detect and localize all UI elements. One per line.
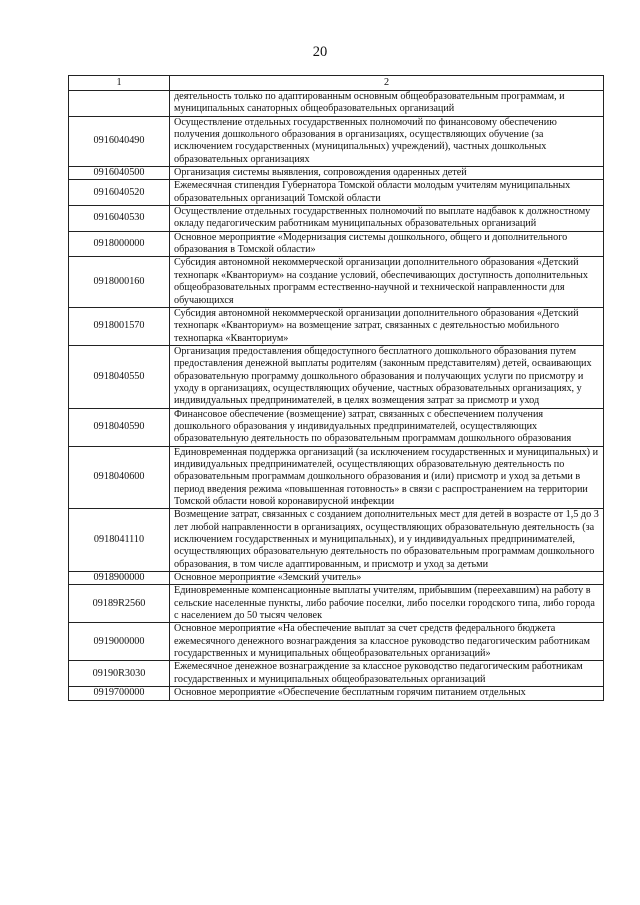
- table-row: [69, 180, 604, 206]
- table-row: [69, 572, 604, 585]
- row-description: Осуществление отдельных государственных полномочий по выплате надбавок к должностному окладу педагогическим работникам муниципальных образовательных организаций: [170, 206, 604, 232]
- row-code: 09190R3030: [69, 661, 170, 687]
- row-description: Осуществление отдельных государственных полномочий по финансовому обеспечению получения дошкольного образования в организациях, осуществляющих обучение (за исключением государственных (муниципальных) учреждений), частных дошкольных образовательных организациях: [170, 116, 604, 166]
- row-description: Ежемесячное денежное вознаграждение за классное руководство педагогическим работникам государственных и муниципальных общеобразовательных организаций: [170, 661, 604, 687]
- row-code: 0916040520: [69, 180, 170, 206]
- row-code: 0916040530: [69, 206, 170, 232]
- row-description: Организация системы выявления, сопровождения одаренных детей: [170, 167, 604, 180]
- row-description: Ежемесячная стипендия Губернатора Томской области молодым учителям муниципальных образовательных организаций Томской области: [170, 180, 604, 206]
- row-code: 0919000000: [69, 623, 170, 661]
- table-row: [69, 408, 604, 446]
- row-code: 0918040550: [69, 345, 170, 408]
- row-description: Единовременные компенсационные выплаты учителям, прибывшим (переехавшим) на работу в сельские населенные пункты, либо рабочие поселки, либо поселки городского типа, либо города с населением до 50 тысяч человек: [170, 585, 604, 623]
- row-description: Основное мероприятие «На обеспечение выплат за счет средств федерального бюджета ежемесячного денежного вознаграждения за классное руководство педагогическим работникам государственных и муниципальных общеобразовательных организаций»: [170, 623, 604, 661]
- table-header-row: [69, 76, 604, 91]
- row-code: 0918040590: [69, 408, 170, 446]
- page-number: 20: [312, 44, 328, 60]
- row-code: 0918000160: [69, 257, 170, 307]
- row-code: 0916040500: [69, 167, 170, 180]
- table-row: [69, 446, 604, 509]
- budget-classification-table: [68, 75, 604, 701]
- table-row: [69, 167, 604, 180]
- table-row: [69, 585, 604, 623]
- column-header-code: 1: [69, 76, 170, 91]
- row-code: 0918041110: [69, 509, 170, 572]
- table-row: [69, 345, 604, 408]
- row-description: Основное мероприятие «Обеспечение бесплатным горячим питанием отдельных: [170, 687, 604, 700]
- row-description: Основное мероприятие «Модернизация системы дошкольного, общего и дополнительного образования в Томской области»: [170, 231, 604, 257]
- table-row: [69, 307, 604, 345]
- row-code: [69, 91, 170, 117]
- row-code: 0919700000: [69, 687, 170, 700]
- table-row: [69, 116, 604, 166]
- row-description: Основное мероприятие «Земский учитель»: [170, 572, 604, 585]
- row-description: Финансовое обеспечение (возмещение) затрат, связанных с обеспечением получения дошкольного образования у индивидуальных предпринимателей, осуществляющих образовательную деятельность по образовательным программам дошкольного образования: [170, 408, 604, 446]
- table-row: [69, 91, 604, 117]
- table-row: [69, 231, 604, 257]
- row-code: 0918001570: [69, 307, 170, 345]
- table-row: [69, 687, 604, 700]
- row-description: деятельность только по адаптированным основным общеобразовательным программам, и муниципальных санаторных общеобразовательных организаций: [170, 91, 604, 117]
- row-code: 0918000000: [69, 231, 170, 257]
- row-description: Единовременная поддержка организаций (за исключением государственных и муниципальных) и индивидуальных предпринимателей, осуществляющих образовательную деятельность по образовательным программам дошкольного образования и (или) присмотр и уход за детьми в период введения режима «повышенная готовность» в связи с распространением на территории Томской области новой коронавирусной инфекции: [170, 446, 604, 509]
- table-row: [69, 257, 604, 307]
- row-description: Возмещение затрат, связанных с созданием дополнительных мест для детей в возрасте от 1,5 до 3 лет любой направленности в организациях, осуществляющих образовательную деятельность (за исключением государственных и муниципальных), и у индивидуальных предпринимателей, осуществляющих образовательную деятельность по образовательным программам дошкольного образования, в том числе адаптированным, и присмотр и уход за детьми: [170, 509, 604, 572]
- row-code: 0916040490: [69, 116, 170, 166]
- column-header-description: 2: [170, 76, 604, 91]
- row-code: 0918900000: [69, 572, 170, 585]
- table-row: [69, 509, 604, 572]
- table-row: [69, 661, 604, 687]
- row-description: Организация предоставления общедоступного бесплатного дошкольного образования путем предоставления денежной выплаты родителям (законным представителям) детей, осваивающих образовательную программу дошкольного образования и получающих услуги по присмотру и уходу в организациях, осуществляющих обучение, частных образовательных организациях, у индивидуальных предпринимателей, в целях возмещения затрат за присмотр и уход: [170, 345, 604, 408]
- table-row: [69, 623, 604, 661]
- row-description: Субсидия автономной некоммерческой организации дополнительного образования «Детский технопарк «Кванториум» на создание условий, обеспечивающих доступность дополнительных общеобразовательных программ естественно-научной и технической направленности для обучающихся: [170, 257, 604, 307]
- table-row: [69, 206, 604, 232]
- row-code: 0918040600: [69, 446, 170, 509]
- row-code: 09189R2560: [69, 585, 170, 623]
- row-description: Субсидия автономной некоммерческой организации дополнительного образования «Детский технопарк «Кванториум» на возмещение затрат, связанных с деятельностью мобильного технопарка «Кванториум»: [170, 307, 604, 345]
